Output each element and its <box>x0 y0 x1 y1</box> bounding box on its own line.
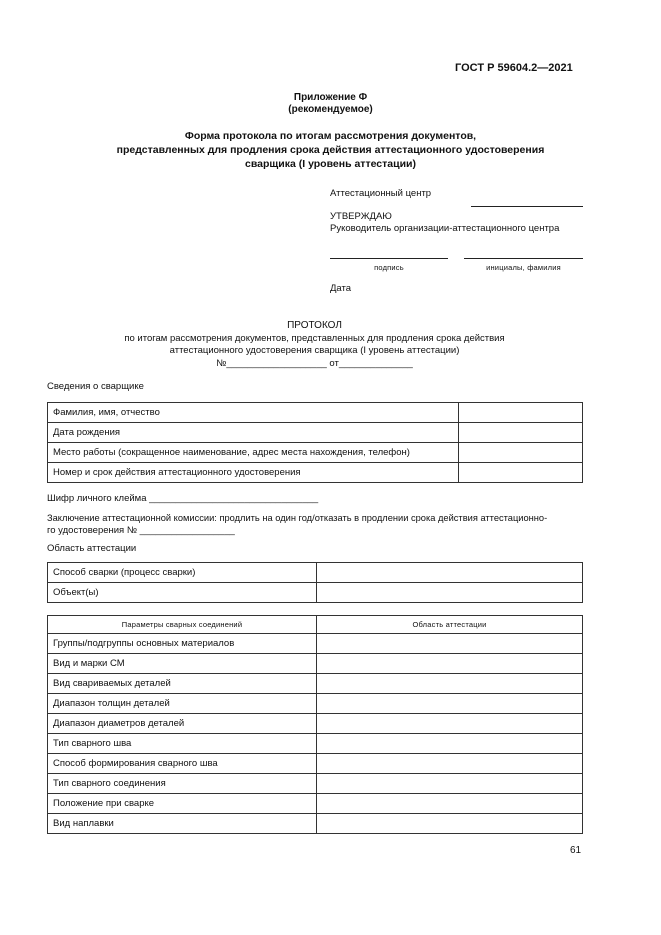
param-value[interactable] <box>317 694 583 714</box>
params-header-left: Параметры сварных соединений <box>48 616 317 634</box>
param-value[interactable] <box>317 814 583 834</box>
head-label: Руководитель организации-аттестационного центра <box>330 223 560 234</box>
table-row <box>48 634 583 654</box>
scope-label: Область аттестации <box>47 543 137 554</box>
date-label: Дата <box>330 283 352 294</box>
param-label: Положение при сварке <box>48 794 317 814</box>
param-label: Диапазон диаметров деталей <box>48 714 317 734</box>
welder-field-value[interactable] <box>459 423 583 443</box>
params-table <box>47 615 583 834</box>
table-row <box>48 583 583 603</box>
signature-caption: подпись <box>374 263 404 272</box>
param-label: Вид свариваемых деталей <box>48 674 317 694</box>
certification-center-line <box>471 206 583 207</box>
form-title-line3: сварщика (I уровень аттестации) <box>245 158 416 170</box>
protocol-title: ПРОТОКОЛ <box>287 320 342 331</box>
param-value[interactable] <box>317 754 583 774</box>
scope-field-value[interactable] <box>317 583 583 603</box>
table-row <box>48 734 583 754</box>
welder-field-label: Фамилия, имя, отчество <box>48 403 459 423</box>
param-label: Тип сварного шва <box>48 734 317 754</box>
table-row <box>48 463 583 483</box>
table-row <box>48 443 583 463</box>
welder-field-value[interactable] <box>459 403 583 423</box>
welder-field-value[interactable] <box>459 463 583 483</box>
welder-info-table <box>47 402 583 483</box>
table-row <box>48 814 583 834</box>
scope-field-label: Способ сварки (процесс сварки) <box>48 563 317 583</box>
welder-field-label: Номер и срок действия аттестационного удостоверения <box>48 463 459 483</box>
params-header-right: Область аттестации <box>317 616 583 634</box>
appendix-title: Приложение Ф <box>293 92 368 103</box>
param-value[interactable] <box>317 794 583 814</box>
table-row <box>48 714 583 734</box>
table-header-row <box>48 616 583 634</box>
param-label: Диапазон толщин деталей <box>48 694 317 714</box>
param-value[interactable] <box>317 714 583 734</box>
table-row <box>48 423 583 443</box>
param-value[interactable] <box>317 654 583 674</box>
form-title-line2: представленных для продления срока действия аттестационного удостоверения <box>116 144 545 156</box>
signature-line <box>330 258 448 259</box>
welder-section-label: Сведения о сварщике <box>47 381 144 392</box>
table-row <box>48 774 583 794</box>
param-label: Способ формирования сварного шва <box>48 754 317 774</box>
standard-number: ГОСТ Р 59604.2—2021 <box>455 62 573 74</box>
protocol-line2: аттестационного удостоверения сварщика (I уровень аттестации) <box>169 345 460 356</box>
table-row <box>48 563 583 583</box>
table-row <box>48 654 583 674</box>
form-title-line1: Форма протокола по итогам рассмотрения документов, <box>184 130 477 142</box>
certification-center-label: Аттестационный центр <box>330 188 432 199</box>
param-value[interactable] <box>317 634 583 654</box>
scope-table <box>47 562 583 603</box>
param-value[interactable] <box>317 674 583 694</box>
param-label: Группы/подгруппы основных материалов <box>48 634 317 654</box>
conclusion-line2: го удостоверения № __________________ <box>47 525 235 536</box>
param-label: Вид и марки СМ <box>48 654 317 674</box>
param-value[interactable] <box>317 734 583 754</box>
scope-field-value[interactable] <box>317 563 583 583</box>
table-row <box>48 403 583 423</box>
table-row <box>48 754 583 774</box>
appendix-status: (рекомендуемое) <box>288 104 373 115</box>
table-row <box>48 674 583 694</box>
stamp-cipher-line: Шифр личного клейма ________________________________ <box>47 493 319 504</box>
table-row <box>48 694 583 714</box>
approve-label: УТВЕРЖДАЮ <box>330 211 392 222</box>
param-value[interactable] <box>317 774 583 794</box>
initials-line <box>464 258 583 259</box>
scope-field-label: Объект(ы) <box>48 583 317 603</box>
conclusion-line1: Заключение аттестационной комиссии: продлить на один год/отказать в продлении срока действия аттестационно- <box>47 513 548 523</box>
initials-caption: инициалы, фамилия <box>486 263 561 272</box>
welder-field-value[interactable] <box>459 443 583 463</box>
table-row <box>48 794 583 814</box>
protocol-number-line: №___________________ от______________ <box>216 358 413 369</box>
welder-field-label: Место работы (сокращенное наименование, адрес места нахождения, телефон) <box>48 443 459 463</box>
page-number: 61 <box>570 845 582 856</box>
welder-field-label: Дата рождения <box>48 423 459 443</box>
protocol-line1: по итогам рассмотрения документов, представленных для продления срока действия <box>124 333 505 344</box>
param-label: Вид наплавки <box>48 814 317 834</box>
param-label: Тип сварного соединения <box>48 774 317 794</box>
